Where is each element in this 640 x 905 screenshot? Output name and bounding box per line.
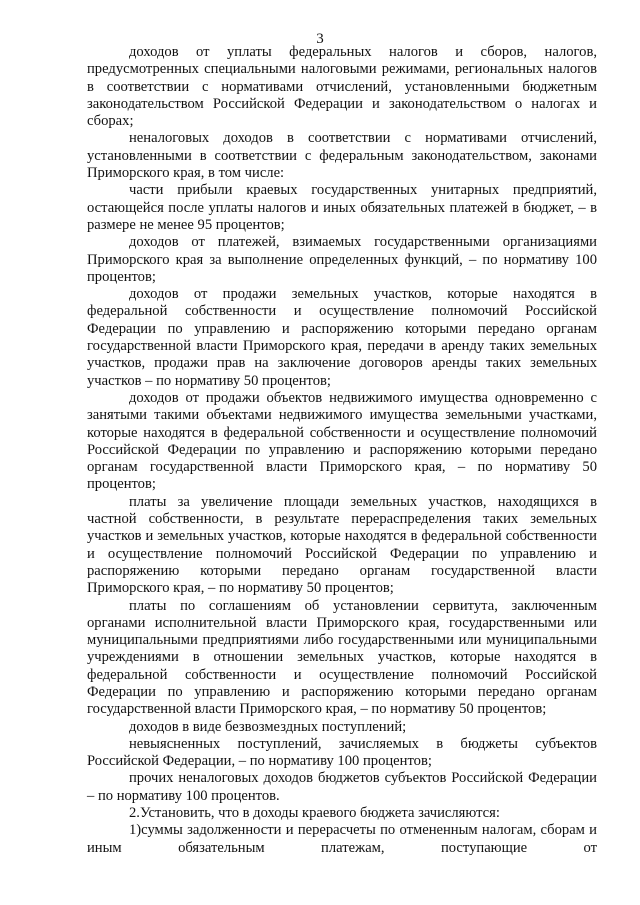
paragraph-payments-organizations: доходов от платежей, взимаемых государственными организациями Приморского края за выполнение определенных функций, – по нормативу 100 процентов; (87, 234, 597, 285)
paragraph-clause-2-item-1: 1)суммы задолженности и перерасчеты по отмененным налогам, сборам и иным обязательным платежам, поступающие от (87, 822, 597, 856)
paragraph-federal-taxes: доходов от уплаты федеральных налогов и сборов, налогов, предусмотренных специальными налоговыми режимами, региональных налогов в соответствии с нормативами отчислений, установленными бюджетным законодательством Российской Федерации и законодательством о налогах и сборах; (87, 44, 597, 130)
paragraph-profit-share: части прибыли краевых государственных унитарных предприятий, остающейся после уплаты налогов и иных обязательных платежей в бюджет, – в размере не менее 95 процентов; (87, 182, 597, 233)
paragraph-gratuitous-receipts: доходов в виде безвозмездных поступлений; (129, 718, 407, 735)
document-body (87, 44, 597, 857)
paragraph-real-estate-sale: доходов от продажи объектов недвижимого имущества одновременно с занятыми такими объектами недвижимого имущества земельными участками, которые находятся в федеральной собственности и осуществление полномочий Российской Федерации по управлению и распоряжению которыми передано органам государственной власти Приморского края, – по нормативу 50 процентов; (87, 389, 597, 493)
page-number: 3 (316, 31, 324, 47)
paragraph-land-sale: доходов от продажи земельных участков, которые находятся в федеральной собственности и осуществление полномочий Российской Федерации по управлению и распоряжению которыми передано органам государственной власти Приморского края, передачи в аренду таких земельных участков, продажи прав на заключение договоров аренды таких земельных участков – по нормативу 50 процентов; (87, 286, 597, 389)
paragraph-other-non-tax: прочих неналоговых доходов бюджетов субъектов Российской Федерации – по нормативу 100 процентов. (87, 770, 597, 804)
paragraph-unexplained-receipts: невыясненных поступлений, зачисляемых в бюджеты субъектов Российской Федерации, – по нормативу 100 процентов; (87, 735, 597, 770)
paragraph-servitude: платы по соглашениям об установлении сервитута, заключенным органами исполнительной власти Приморского края, государственными или муниципальными предприятиями либо государственными или муниципальными учреждениями в отношении земельных участков, которые находятся в федеральной собственности и осуществление полномочий Российской Федерации по управлению и распоряжению которыми передано органам государственной власти Приморского края, – по нормативу 50 процентов; (87, 597, 597, 718)
paragraph-non-tax-income: неналоговых доходов в соответствии с нормативами отчислений, установленными в соответствии с федеральным законодательством, законами Приморского края, в том числе: (87, 130, 597, 182)
paragraph-land-area-increase: платы за увеличение площади земельных участков, находящихся в частной собственности, в результате перераспределения таких земельных участков и земельных участков, которые находятся в федеральной собственности и осуществление полномочий Российской Федерации по управлению и распоряжению которыми передано органам государственной власти Приморского края, – по нормативу 50 процентов; (87, 493, 597, 597)
paragraph-clause-2: 2.Установить, что в доходы краевого бюджета зачисляются: (129, 805, 500, 822)
